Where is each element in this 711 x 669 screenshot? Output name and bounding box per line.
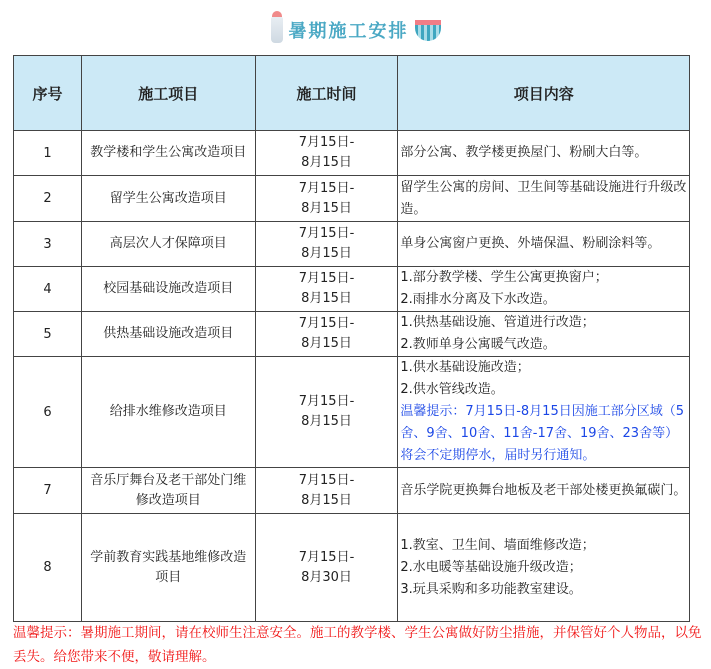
header-no: 序号 bbox=[14, 56, 82, 131]
cell-time bbox=[255, 267, 398, 312]
footer-notice: 温馨提示：暑期施工期间，请在校师生注意安全。施工的教学楼、学生公寓做好防尘措施，并保管好个人物品，以免丢失。给您带来不便，敬请理解。 bbox=[13, 625, 702, 665]
table-row bbox=[14, 514, 690, 622]
cell-time bbox=[255, 514, 398, 622]
time-line: 8月15日 bbox=[301, 246, 352, 261]
table-row bbox=[14, 357, 690, 468]
content-line: 留学生公寓的房间、卫生间等基础设施进行升级改造。 bbox=[400, 179, 687, 217]
cell-content bbox=[398, 176, 690, 222]
table-row bbox=[14, 267, 690, 312]
time-line: 8月15日 bbox=[301, 414, 352, 429]
cell-no: 4 bbox=[14, 267, 82, 312]
table-header bbox=[14, 56, 690, 131]
cell-time bbox=[255, 131, 398, 176]
cell-project: 高层次人才保障项目 bbox=[81, 222, 255, 267]
time-line: 7月15日- bbox=[298, 394, 355, 409]
cell-no: 8 bbox=[14, 514, 82, 622]
content-line: 1.部分教学楼、学生公寓更换窗户； bbox=[400, 270, 608, 285]
cell-time bbox=[255, 468, 398, 514]
cell-no: 1 bbox=[14, 131, 82, 176]
content-line: 音乐学院更换舞台地板及老干部处楼更换氟碳门。 bbox=[400, 482, 687, 498]
cell-content bbox=[398, 468, 690, 514]
table-row bbox=[14, 222, 690, 267]
cell-project: 留学生公寓改造项目 bbox=[81, 176, 255, 222]
cell-time bbox=[255, 357, 398, 468]
cell-no: 7 bbox=[14, 468, 82, 514]
cell-project: 校园基础设施改造项目 bbox=[81, 267, 255, 312]
cell-no: 6 bbox=[14, 357, 82, 468]
content-line: 2.水电暖等基础设施升级改造； bbox=[400, 559, 582, 575]
time-line: 7月15日- bbox=[298, 271, 355, 286]
cell-time bbox=[255, 222, 398, 267]
content-line: 1.供热基础设施、管道进行改造； bbox=[400, 315, 595, 330]
table-row bbox=[14, 131, 690, 176]
content-line: 3.玩具采购和多功能教室建设。 bbox=[400, 581, 582, 597]
table-row bbox=[14, 312, 690, 357]
header-content: 项目内容 bbox=[398, 56, 690, 131]
watermelon-icon bbox=[415, 20, 441, 41]
header-time: 施工时间 bbox=[255, 56, 398, 131]
cell-project: 学前教育实践基地维修改造项目 bbox=[81, 514, 255, 622]
cell-time bbox=[255, 176, 398, 222]
cell-content bbox=[398, 222, 690, 267]
time-line: 8月15日 bbox=[301, 155, 352, 170]
table-row bbox=[14, 176, 690, 222]
cell-time bbox=[255, 312, 398, 357]
cell-no: 2 bbox=[14, 176, 82, 222]
cell-project: 给排水维修改造项目 bbox=[81, 357, 255, 468]
time-line: 8月15日 bbox=[301, 336, 352, 351]
cup-icon bbox=[271, 17, 283, 43]
schedule-table bbox=[13, 55, 690, 622]
cell-content bbox=[398, 514, 690, 622]
table-row bbox=[14, 468, 690, 514]
content-line: 2.供水管线改造。 bbox=[400, 382, 504, 397]
water-outage-notice: 温馨提示：7月15日-8月15日因施工部分区域（5舍、9舍、10舍、11舍-17舍、19舍、23舍等）将会不定期停水，届时另行通知。 bbox=[400, 404, 684, 463]
time-line: 7月15日- bbox=[298, 135, 355, 150]
cell-no: 5 bbox=[14, 312, 82, 357]
cell-content bbox=[398, 357, 690, 468]
content-line: 2.教师单身公寓暖气改造。 bbox=[400, 337, 556, 352]
page-title: 暑期施工安排 bbox=[288, 21, 409, 42]
time-line: 7月15日- bbox=[298, 180, 355, 196]
cell-project: 教学楼和学生公寓改造项目 bbox=[81, 131, 255, 176]
content-line: 单身公寓窗户更换、外墙保温、粉刷涂料等。 bbox=[400, 236, 661, 251]
time-line: 7月15日- bbox=[298, 549, 355, 565]
cell-no: 3 bbox=[14, 222, 82, 267]
time-line: 8月15日 bbox=[301, 200, 352, 216]
time-line: 7月15日- bbox=[298, 472, 355, 488]
content-line: 1.教室、卫生间、墙面维修改造； bbox=[400, 537, 595, 553]
content-line: 部分公寓、教学楼更换屋门、粉刷大白等。 bbox=[400, 145, 648, 160]
content-line: 1.供水基础设施改造； bbox=[400, 360, 530, 375]
cell-content bbox=[398, 312, 690, 357]
cell-project: 供热基础设施改造项目 bbox=[81, 312, 255, 357]
time-line: 7月15日- bbox=[298, 226, 355, 241]
cell-project: 音乐厅舞台及老干部处门维修改造项目 bbox=[81, 468, 255, 514]
time-line: 7月15日- bbox=[298, 316, 355, 331]
time-line: 8月30日 bbox=[301, 569, 352, 585]
page-title-banner bbox=[0, 12, 711, 48]
cell-content bbox=[398, 267, 690, 312]
content-line: 2.雨排水分离及下水改造。 bbox=[400, 292, 556, 307]
time-line: 8月15日 bbox=[301, 291, 352, 306]
header-project: 施工项目 bbox=[81, 56, 255, 131]
time-line: 8月15日 bbox=[301, 492, 352, 508]
cell-content bbox=[398, 131, 690, 176]
